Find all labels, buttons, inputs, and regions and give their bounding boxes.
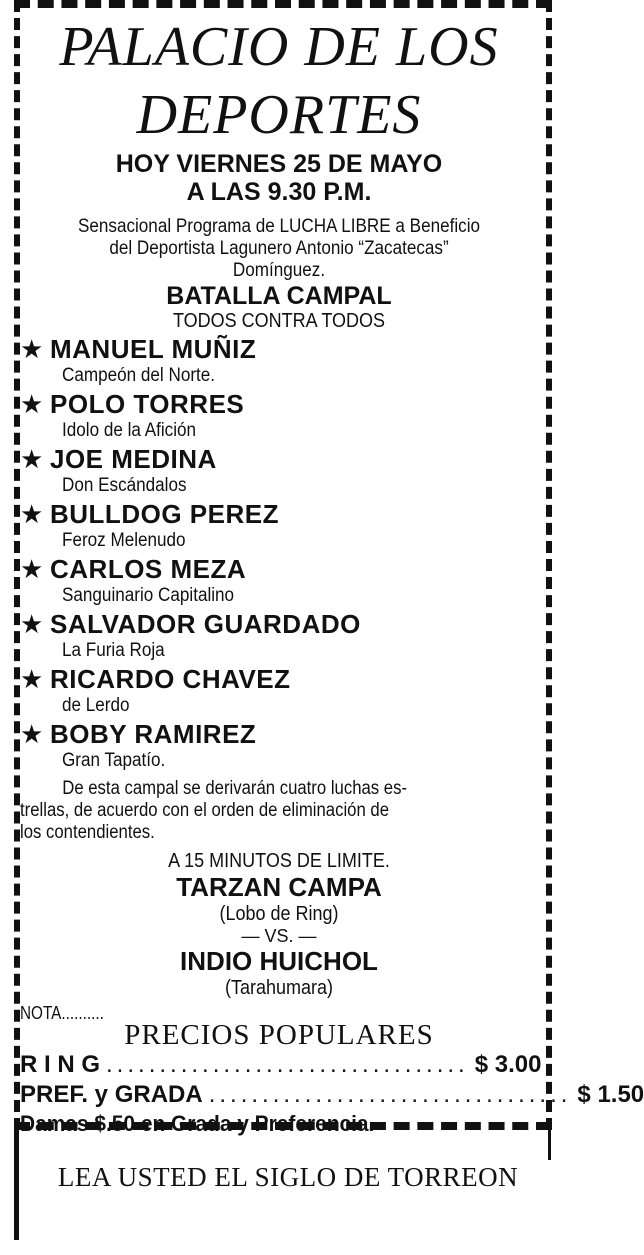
star-icon: ★ [20, 609, 44, 639]
fighter-nickname: Gran Tapatío. [62, 750, 166, 771]
bout-fighter-1: TARZAN CAMPA [176, 872, 382, 902]
prices-title: PRECIOS POPULARES [124, 1019, 434, 1051]
star-icon: ★ [20, 444, 44, 474]
fighter-name: BOBY RAMIREZ [50, 719, 257, 749]
fighter-item [20, 609, 538, 640]
fighter-item [20, 554, 538, 585]
fighter-name: BULLDOG PEREZ [50, 499, 279, 529]
fighter-list [20, 334, 538, 772]
star-icon: ★ [20, 389, 44, 419]
fighter-item [20, 664, 538, 695]
price-row [20, 1080, 644, 1110]
price-label: PREF. y GRADA [20, 1081, 203, 1108]
star-icon: ★ [20, 499, 44, 529]
fighter-nickname: Sanguinario Capitalino [62, 585, 235, 606]
fighter-name: MANUEL MUÑIZ [50, 334, 257, 364]
fighter-name: JOE MEDINA [50, 444, 217, 474]
price-label: R I N G [20, 1051, 101, 1078]
fighter-item [20, 444, 538, 475]
intro-line2: del Deportista Lagunero Antonio “Zacatecas” [109, 238, 449, 259]
star-icon: ★ [20, 334, 44, 364]
venue-title-line2: DEPORTES [136, 84, 422, 146]
bout-fighter-2-nickname: (Tarahumara) [224, 977, 334, 999]
note-line3: los contendientes. [20, 822, 155, 843]
bout-fighter-1-nickname: (Lobo de Ring) [219, 903, 339, 925]
versus-label: — VS. — [241, 926, 317, 946]
main-event-title: BATALLA CAMPAL [166, 282, 392, 310]
ladies-price: Damas $.50 en Grada y Preferencia. [20, 1111, 375, 1136]
fighter-item [20, 334, 538, 365]
fighter-nickname: Don Escándalos [62, 475, 187, 496]
star-icon: ★ [20, 664, 44, 694]
star-icon: ★ [20, 554, 44, 584]
leader-dots: .................................. [106, 1051, 469, 1078]
fighter-nickname: de Lerdo [62, 695, 130, 716]
price-value: $ 3.00 [474, 1051, 542, 1078]
right-rule [548, 1130, 551, 1160]
intro-line3: Domínguez. [232, 260, 326, 281]
note-line1: De esta campal se derivarán cuatro luchas es- [62, 778, 408, 799]
intro-line1: Sensacional Programa de LUCHA LIBRE a Beneficio [77, 216, 481, 237]
newspaper-footer: LEA USTED EL SIGLO DE TORREON [57, 1162, 519, 1192]
fighter-nickname: La Furia Roja [62, 640, 165, 661]
price-value: $ 1.50 [577, 1081, 644, 1108]
fighter-name: RICARDO CHAVEZ [50, 664, 291, 694]
left-rule [14, 1130, 19, 1240]
main-event-subtitle: TODOS CONTRA TODOS [172, 310, 386, 332]
fighter-name: SALVADOR GUARDADO [50, 609, 361, 639]
fighter-item [20, 499, 538, 530]
fighter-name: POLO TORRES [50, 389, 245, 419]
fighter-item [20, 389, 538, 420]
fighter-nickname: Idolo de la Afición [62, 420, 197, 441]
fighter-name: CARLOS MEZA [50, 554, 247, 584]
star-icon: ★ [20, 719, 44, 749]
fighter-nickname: Campeón del Norte. [62, 365, 216, 386]
fighter-nickname: Feroz Melenudo [62, 530, 186, 551]
event-date: HOY VIERNES 25 DE MAYO [115, 150, 443, 178]
elimination-note [20, 778, 513, 844]
nota-label: NOTA.......... [20, 1003, 104, 1023]
venue-title-line1: PALACIO DE LOS [59, 16, 499, 78]
bout-fighter-2: INDIO HUICHOL [180, 946, 378, 976]
leader-dots: .................................. [208, 1081, 572, 1108]
note-line2: trellas, de acuerdo con el orden de eliminación de [20, 800, 390, 821]
intro-text [46, 216, 512, 282]
event-time: A LAS 9.30 P.M. [186, 178, 372, 206]
price-row [20, 1050, 542, 1080]
ad-content [20, 8, 644, 1138]
fighter-item [20, 719, 538, 750]
time-limit: A 15 MINUTOS DE LIMITE. [168, 850, 390, 872]
